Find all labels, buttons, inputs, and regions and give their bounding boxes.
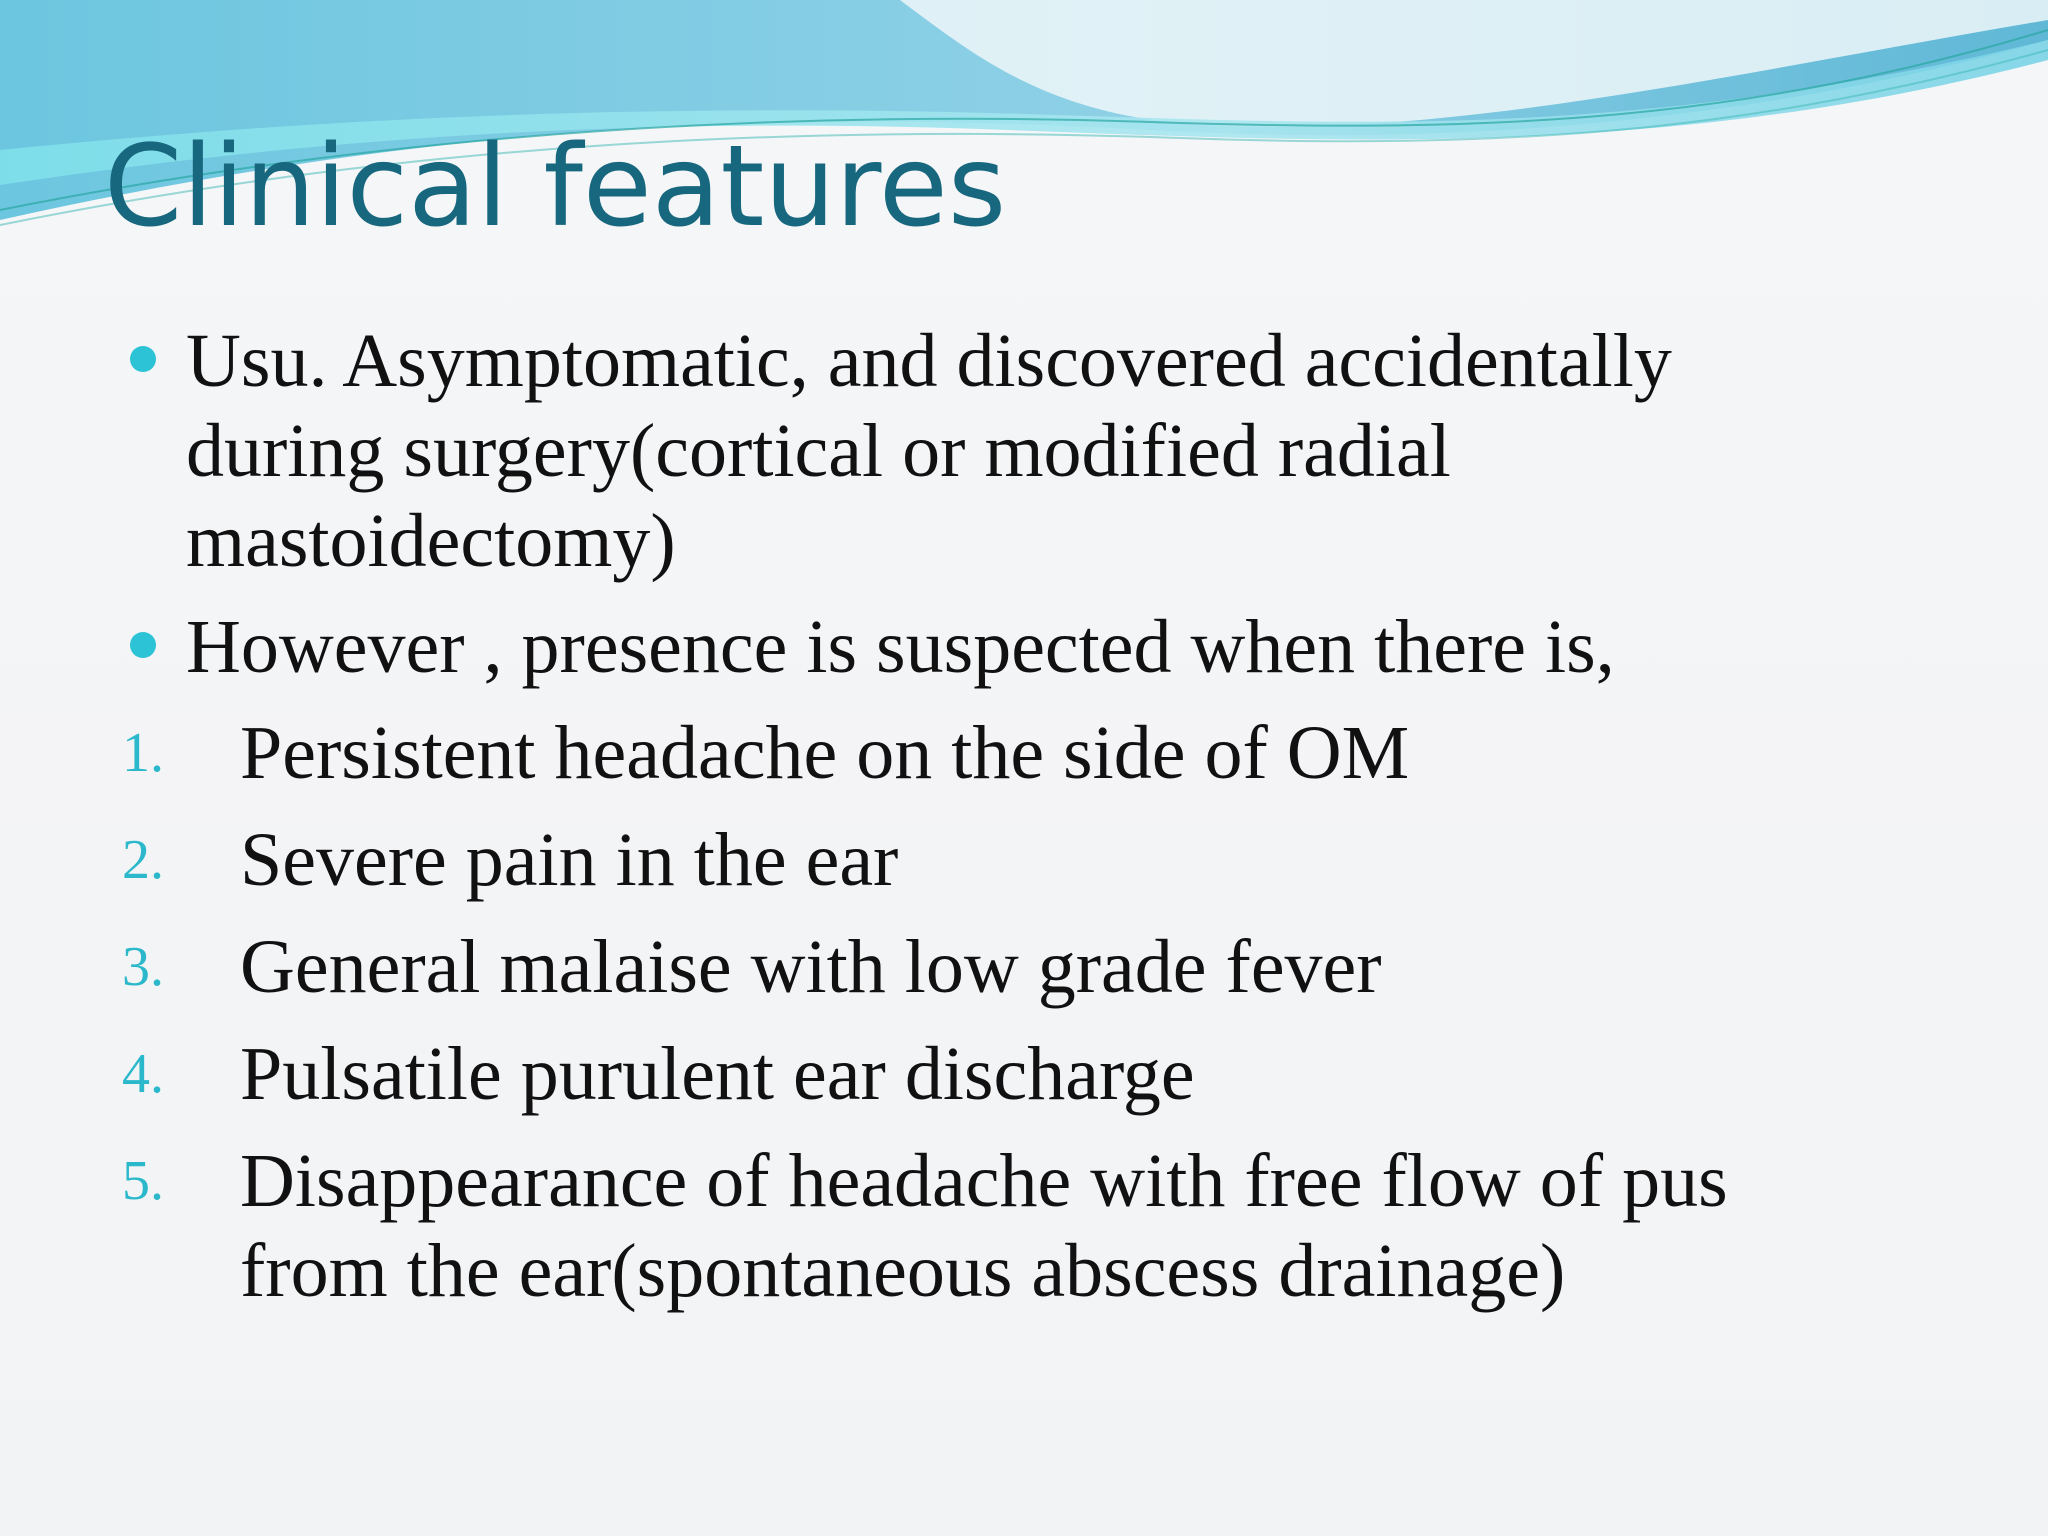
slide-title: Clinical features — [104, 122, 1007, 252]
list-item-line: from the ear(spontaneous abscess drainage) — [240, 1229, 1566, 1313]
list-number: 2. — [122, 829, 164, 891]
bullet-icon — [130, 632, 156, 658]
list-item-line: Pulsatile purulent ear discharge — [240, 1032, 1195, 1116]
list-item — [240, 922, 1382, 1012]
bullet-line: However , presence is suspected when there is, — [186, 605, 1615, 689]
list-item — [240, 708, 1409, 798]
list-item-line: Disappearance of headache with free flow of pus — [240, 1139, 1728, 1223]
list-number: 5. — [122, 1150, 164, 1212]
list-number: 1. — [122, 722, 164, 784]
list-item-line: General malaise with low grade fever — [240, 925, 1382, 1009]
bullet-line: mastoidectomy) — [186, 499, 676, 583]
bullet-line: during surgery(cortical or modified radial — [186, 409, 1451, 493]
bullet-item — [186, 316, 1672, 586]
bullet-icon — [130, 346, 156, 372]
list-item-line: Persistent headache on the side of OM — [240, 711, 1410, 795]
list-item — [240, 815, 898, 905]
bullet-item — [186, 602, 1615, 692]
list-item — [240, 1136, 1728, 1316]
list-item-line: Severe pain in the ear — [240, 818, 899, 902]
list-number: 3. — [122, 936, 164, 998]
bullet-line: Usu. Asymptomatic, and discovered accidentally — [186, 319, 1672, 403]
list-item — [240, 1029, 1195, 1119]
list-number: 4. — [122, 1043, 164, 1105]
